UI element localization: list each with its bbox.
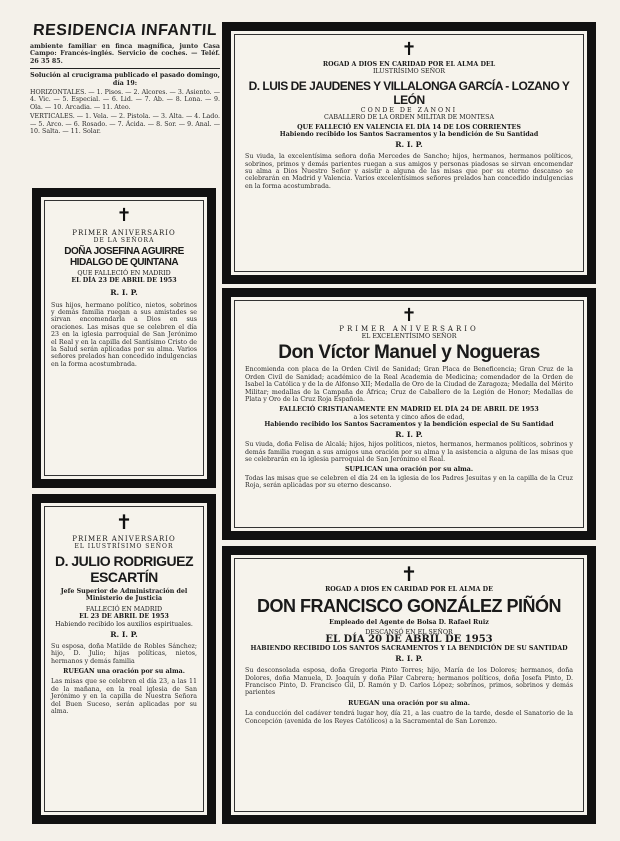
jaudenes-ruegan-top: ROGAD A DIOS EN CARIDAD POR EL ALMA DEL (322, 61, 496, 68)
escartin-name-line2: ESCARTÍN (90, 569, 158, 585)
escartin-sub: EL ILUSTRÍSIMO SEÑOR (74, 543, 174, 550)
gonzalez-rip: R. I. P. (395, 654, 423, 664)
aguirre-sub: DE LA SEÑORA (93, 237, 155, 244)
aguirre-name-line1: DOÑA JOSEFINA AGUIRRE (64, 246, 184, 257)
noguera-sub: EL EXCELENTÍSIMO SEÑOR (361, 333, 457, 340)
escartin-rip: R. I. P. (110, 630, 138, 640)
jaudenes-sub: ILUSTRÍSIMO SEÑOR (372, 68, 446, 76)
noguera-honors: Encomienda con placa de la Orden Civil de Sanidad; Gran Placa de Beneficencia; Gran Cruz de la Orden Civil de Sanidad; académico de la Real Academia de Medicina; comendador de la Orden de Isabel la Católica y de la de Alfonso XII; Medalla de Oro de la Ciudad de Zaragoza; Medalla del Mérito Militar; medallas de la Campaña de África; Cruz de Caballero de la Legión de Honor; Medallas de Plata y Oro de la Cruz Roja Española. (245, 366, 573, 404)
jaudenes-name: D. LUIS DE JAUDENES Y VILLALONGA GARCÍA - LOZANO Y LEÓN (248, 78, 570, 107)
gonzalez-funeral: La conducción del cadáver tendrá lugar hoy, día 21, a las cuatro de la tarde, desde el Sanatorio de la Concepción (avenida de los Reyes Católicos) a la Sacramental de San Lorenzo. (245, 710, 573, 725)
gonzalez-body: Su desconsolada esposa, doña Gregoria Pinto Torres; hijo, María de los Dolores; hermanos, doña Dolores, doña Manuela, D. Joaquín y doña Pilar Cabrera; hermanos políticos, doña Josefa Pinto, D. Francisco Pinto, D. Francisco Gil, D. Ramón y D. Carlos López; sobrinos, primos, sobrinos y demás parientes (245, 667, 573, 697)
obituary-aguirre (32, 188, 216, 488)
noguera-sacraments: Habiendo recibido los Santos Sacramentos y la bendición especial de Su Santidad (264, 421, 554, 429)
classified-section (30, 22, 220, 182)
cross-icon: ✝ (400, 562, 418, 586)
cross-icon: ✝ (115, 510, 133, 534)
aguirre-header: PRIMER ANIVERSARIO (72, 229, 176, 237)
escartin-died-line: FALLECIÓ EN MADRID (85, 605, 163, 613)
noguera-header: PRIMER ANIVERSARIO (339, 325, 479, 333)
aguirre-died-line: QUE FALLECIÓ EN MADRID (77, 270, 171, 277)
crossword-solution-title: Solución al crucigrama publicado el pasado domingo, día 19: (30, 72, 220, 87)
obituary-gonzalez (222, 546, 596, 824)
jaudenes-rip: R. I. P. (395, 140, 423, 150)
escartin-ruegan: RUEGAN una oración por su alma. (63, 668, 185, 676)
noguera-age: a los setenta y cinco años de edad, (353, 413, 465, 421)
gonzalez-ruegan-top: ROGAD A DIOS EN CARIDAD POR EL ALMA DE (325, 586, 493, 593)
noguera-masses: Todas las misas que se celebren el día 24 en la iglesia de los Padres Jesuitas y en la capilla de la Cruz Roja, serán aplicadas por su eterno descanso. (245, 475, 573, 490)
escartin-body: Su esposa, doña Matilde de Robles Sánchez; hijo, D. Julio; hijas políticas, nietos, hermanos y demás familia (51, 642, 197, 665)
crossword-verticales: VERTICALES. — 1. Vela. — 2. Pistola. — 3. Alta. — 4. Lado. — 5. Arco. — 6. Rosado. — 7. Ácida. — 8. Sor. — 9. Anal. — 10. Salta. — 11. Solar. (30, 113, 220, 136)
obituary-escartin (32, 494, 216, 824)
noguera-body: Su viuda, doña Felisa de Alcalá; hijos, hijos políticos, nietos, hermanos, hermanos políticos, sobrinos y demás familia ruegan a sus amigos una oración por su alma y la asistencia a alguna de las misas que se celebrarán en la iglesia parroquial de San Jerónimo el Real. (245, 441, 573, 464)
escartin-role: Jefe Superior de Administración del Ministerio de Justicia (60, 588, 188, 603)
noguera-died: FALLECIÓ CRISTIANAMENTE EN MADRID EL DÍA 24 DE ABRIL DE 1953 (279, 406, 539, 414)
aguirre-date: EL DÍA 23 DE ABRIL DE 1953 (71, 277, 177, 285)
classified-title: RESIDENCIA INFANTIL (32, 22, 218, 39)
gonzalez-name: DON FRANCISCO GONZÁLEZ PIÑÓN (257, 596, 561, 617)
jaudenes-died: QUE FALLECIÓ EN VALENCIA EL DÍA 14 DE LOS CORRIENTES (297, 123, 521, 131)
noguera-name: Don Víctor Manuel y Nogueras (278, 342, 540, 364)
aguirre-name-line2: HIDALGO DE QUINTANA (69, 257, 179, 268)
escartin-sacraments: Habiendo recibido los auxilios espirituales. (55, 620, 193, 628)
aguirre-body: Sus hijos, hermano político, nietos, sobrinos y demás familia ruegan a sus amistades se sirvan encomendarla a Dios en sus oraciones. Las misas que se celebren el día 23 en la iglesia parroquial de San Jerónimo el Real y en la capilla del Santísimo Cristo de la Salud serán aplicadas por su alma. Varios señores prelados han concedido indulgencias en la forma acostumbrada. (51, 301, 197, 368)
escartin-date: EL 23 DE ABRIL DE 1953 (79, 613, 169, 621)
escartin-name-line1: D. JULIO RODRIGUEZ (54, 553, 193, 569)
crossword-horizontales: HORIZONTALES. — 1. Pisos. — 2. Alcores. — 3. Asiento. — 4. Vic. — 5. Especial. — 6. Lid. — 7. Ab. — 8. Lona. — 9. Ola. — 10. Arcadia. — 11. Ateo. (30, 89, 220, 111)
aguirre-rip: R. I. P. (110, 287, 138, 297)
jaudenes-title: CONDE DE ZANONI (360, 106, 458, 114)
escartin-header: PRIMER ANIVERSARIO (72, 535, 176, 543)
jaudenes-body: Su viuda, la excelentísima señora doña Mercedes de Sancho; hijos, hermanos, hermanos políticos, sobrinos, primos y demás parientes ruegan a sus amigos y personas piadosas se sirvan encomendar su alma a Dios Nuestro Señor y asistir a alguna de las misas que por su eterno descanso se celebrarán en Madrid y Valencia. Varios excelentísimos señores prelados han concedido indulgencias en la forma acostumbrada. (245, 153, 573, 190)
cross-icon: ✝ (401, 305, 417, 326)
cross-icon: ✝ (116, 205, 132, 226)
gonzalez-date: EL DÍA 20 DE ABRIL DE 1953 (325, 634, 493, 646)
noguera-rip: R. I. P. (395, 429, 423, 439)
noguera-ruegan: SUPLICAN una oración por su alma. (344, 465, 474, 473)
gonzalez-died-line: DESCANSÓ EN EL SEÑOR (365, 628, 453, 636)
gonzalez-role: Empleado del Agente de Bolsa D. Rafael Ruiz (329, 619, 489, 627)
escartin-masses: Las misas que se celebren el día 23, a las 11 de la mañana, en la real iglesia de San Jerónimo y en la capilla de Nuestra Señora del Buen Suceso, serán aplicadas por su alma. (51, 678, 197, 716)
jaudenes-sacraments: Habiendo recibido los Santos Sacramentos y la bendición de Su Santidad (279, 131, 539, 139)
obituary-jaudenes (222, 22, 596, 284)
obituary-noguera (222, 288, 596, 540)
jaudenes-order: CABALLERO DE LA ORDEN MILITAR DE MONTESA (323, 114, 495, 122)
gonzalez-sacraments: HABIENDO RECIBIDO LOS SANTOS SACRAMENTOS Y LA BENDICIÓN DE SU SANTIDAD (250, 645, 568, 653)
classified-ad-text: ambiente familiar en finca magnífica, junto Casa Campo: Francés-inglés. Servicio de coches. — Teléf. 26 35 85. (30, 43, 220, 65)
gonzalez-ruegan: RUEGAN una oración por su alma. (348, 699, 470, 707)
cross-icon: ✝ (401, 39, 417, 60)
